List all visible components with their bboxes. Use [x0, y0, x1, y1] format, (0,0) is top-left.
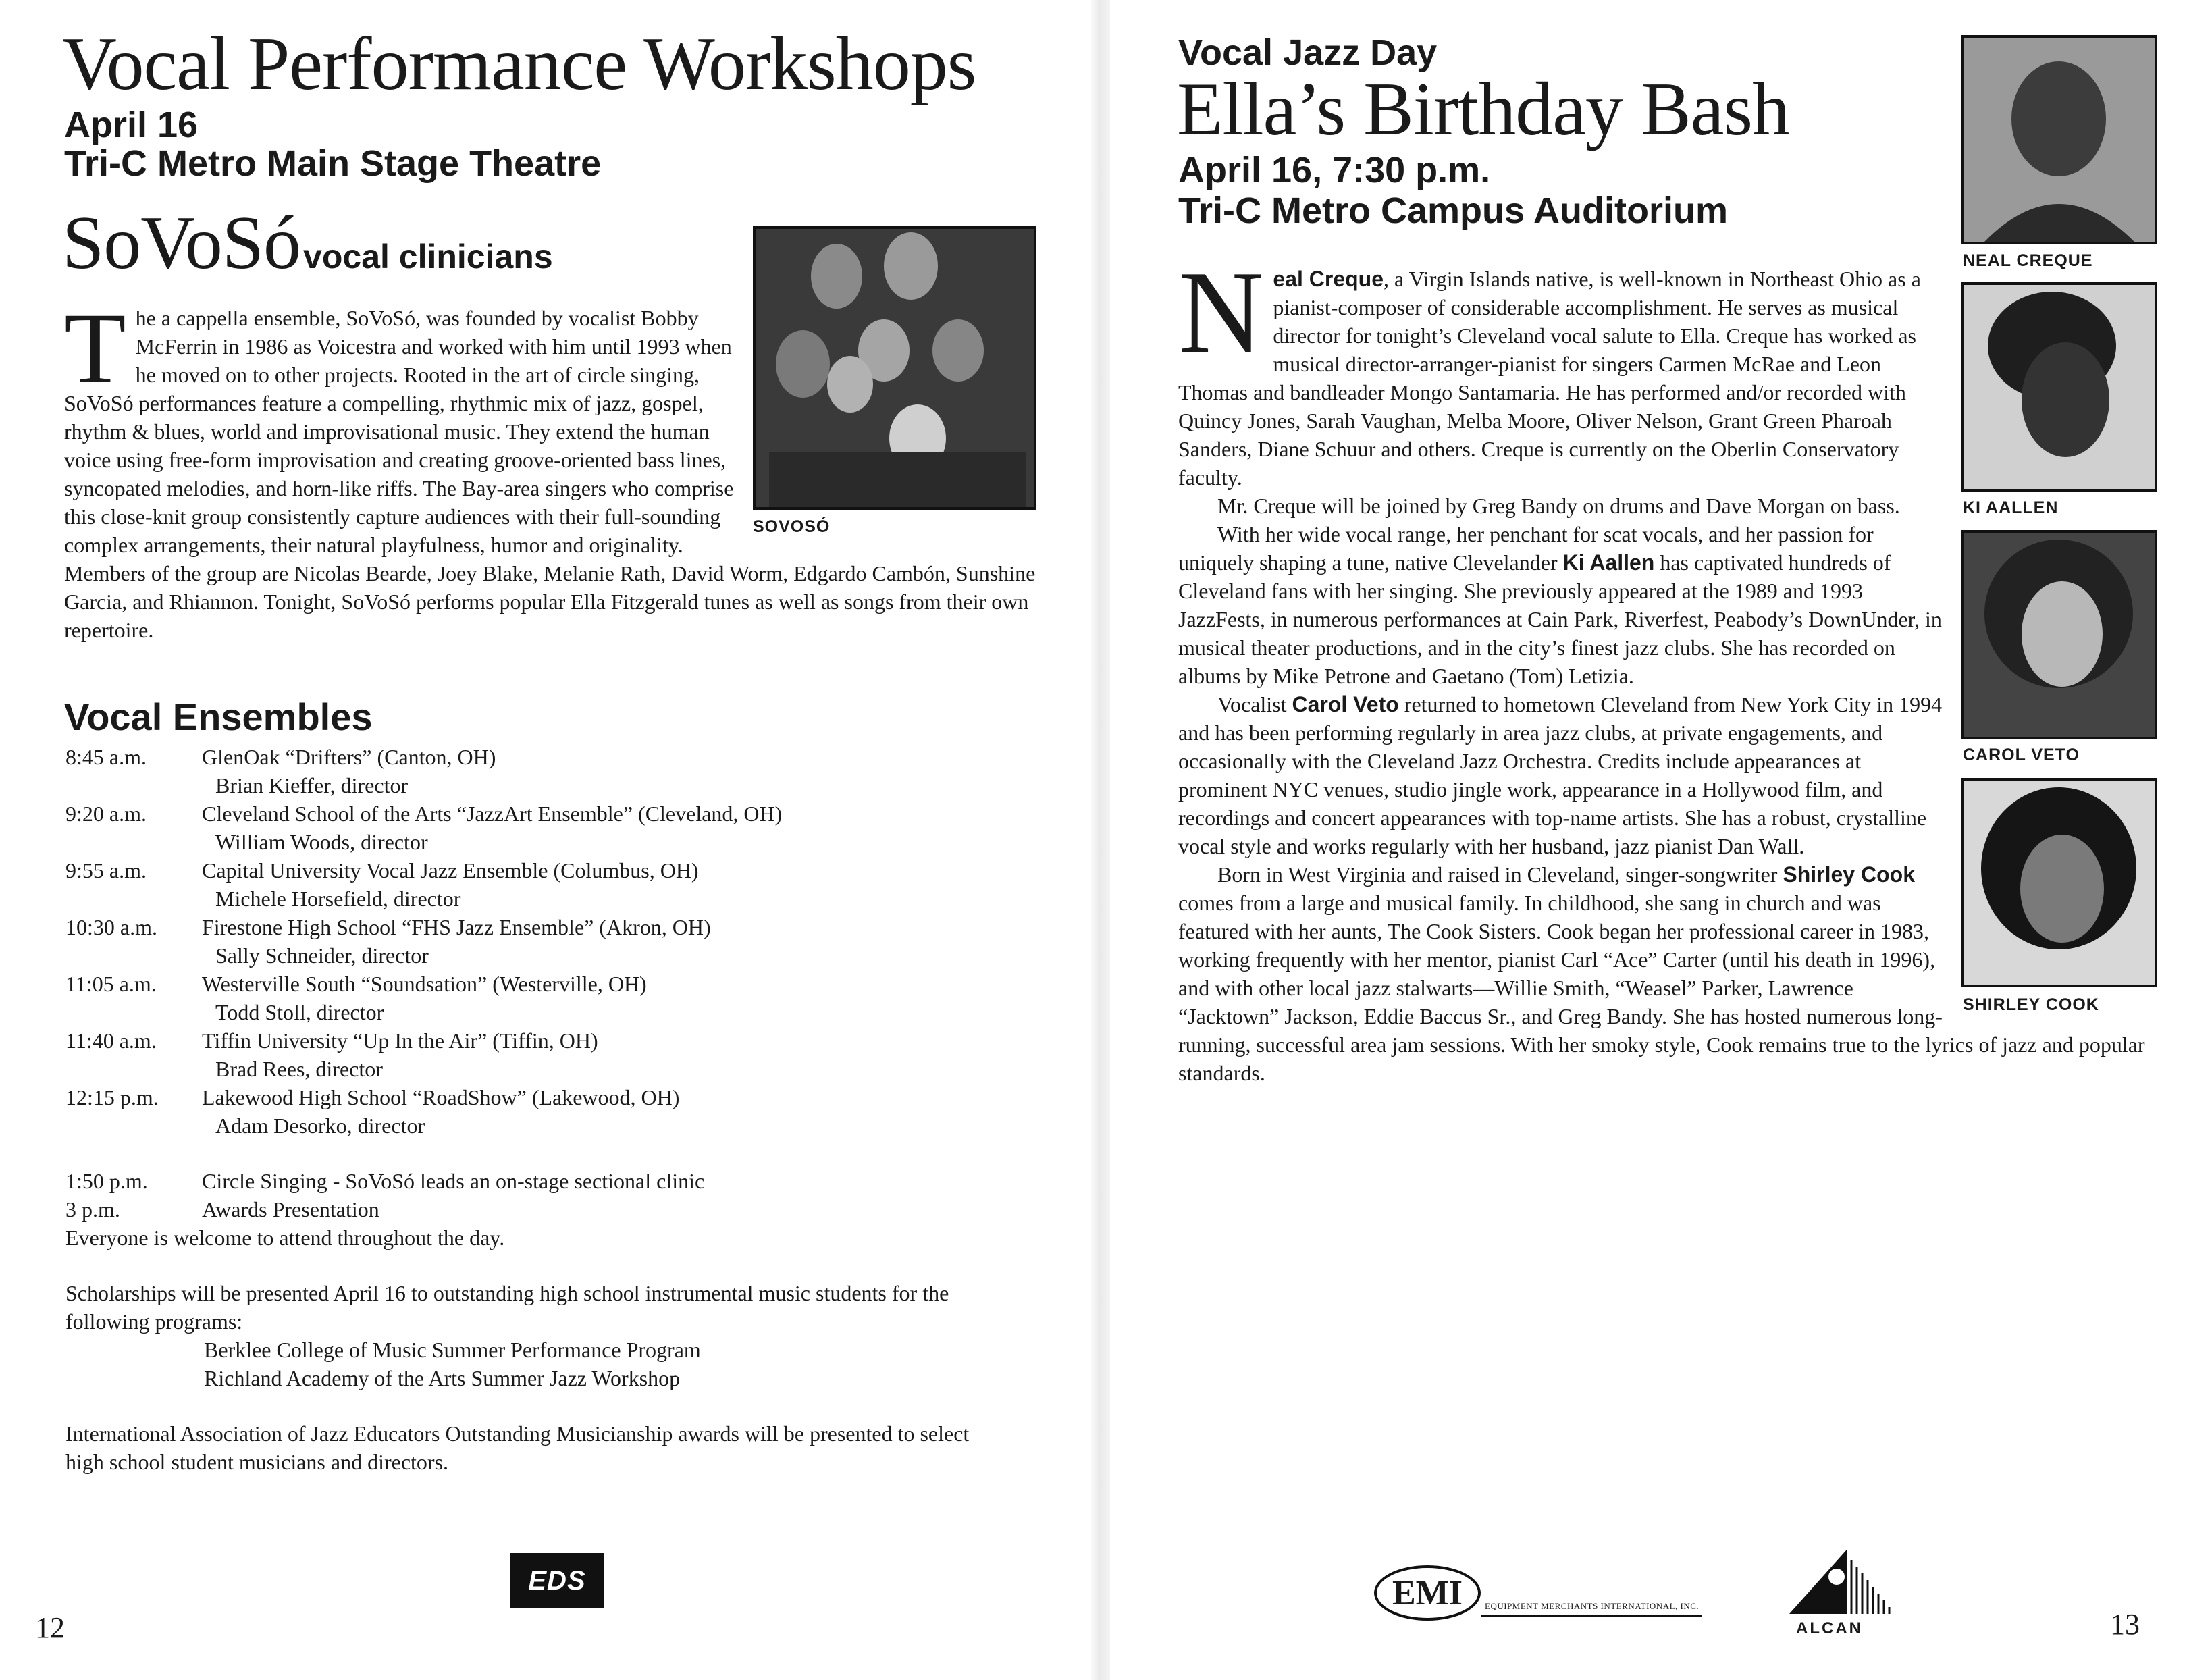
alcan-logo [1783, 1546, 1897, 1637]
dropcap: T [64, 292, 126, 404]
schedule-item [65, 743, 1045, 799]
page-number: 13 [2110, 1608, 2140, 1641]
event-title: Ella’s Birthday Bash [1177, 68, 1790, 151]
sovoso-subtitle: vocal clinicians [303, 238, 553, 275]
schedule-time: 1:50 p.m. [65, 1169, 148, 1193]
book-gutter [1091, 0, 1110, 1680]
sovoso-heading [62, 203, 553, 284]
paragraph-text: With her wide vocal range, her penchant for scat vocals, and her passion for uniquely shaping a tune, native Clevelander [1178, 522, 1874, 575]
schedule-time: 11:05 a.m. [65, 972, 157, 996]
schedule-time: 9:20 a.m. [65, 802, 147, 826]
program-item: Berklee College of Music Summer Performance Program [204, 1338, 701, 1362]
program-item: Richland Academy of the Arts Summer Jazz Workshop [204, 1366, 681, 1390]
sovoso-description [64, 292, 1036, 644]
schedule-event: Awards Presentation [202, 1197, 379, 1222]
schedule-event: GlenOak “Drifters” (Canton, OH) [202, 745, 496, 769]
article-body [1178, 246, 2174, 1087]
performer-name: eal Creque [1273, 267, 1384, 291]
paragraph-text: comes from a large and musical family. In childhood, she sang in church and was featured with her aunts, The Cook Sisters. Cook began her professional career in 1983, working frequently with her mentor, pianist Carl “Ace” Carter (until his death in 1996), and with other local jazz stalwarts—Willie Smith, “Weasel” Parker, Lawrence “Jacktown” Jackson, Eddie Baccus Sr., and Greg Bandy. She has hosted numerous long-running, successful area jam sessions. With her smoky style, Cook remains true to the lyrics of jazz and popular standards. [1178, 891, 2145, 1085]
eds-logo-text: EDS [528, 1565, 586, 1596]
performer-name: Shirley Cook [1783, 862, 1915, 887]
schedule-event: Circle Singing - SoVoSó leads an on-stage sectional clinic [202, 1169, 705, 1193]
portrait-icon [1964, 38, 2155, 242]
schedule-event: Tiffin University “Up In the Air” (Tiffin, OH) [202, 1028, 598, 1053]
paragraph-text: Vocalist [1217, 692, 1292, 716]
photo-caption: CAROL VETO [1963, 745, 2080, 764]
sovoso-body: he a cappella ensemble, SoVoSó, was founded by vocalist Bobby McFerrin in 1986 as Voicestra and worked with him until 1993 when he moved on to other projects. Rooted in the art of circle singing, SoVoSó performances feature a compelling, rhythmic mix of jazz, gospel, rhythm & blues, world and improvisational music. They extend the human voice using free-form improvisation and creating groove-oriented bass lines, syncopated melodies, and horn-like riffs. The Bay-area singers who comprise this close-knit group consistently capture audiences with their full-sounding complex arrangements, their natural playfulness, humor and originality. Members of the group are Nicolas Bearde, Joey Blake, Melanie Rath, David Worm, Edgardo Cambón, Sunshine Garcia, and Rhiannon. Tonight, SoVoSó performs popular Ella Fitzgerald tunes as well as songs from their own repertoire. [64, 306, 1036, 642]
emi-logo-text: EMI [1392, 1573, 1463, 1612]
welcome-note: Everyone is welcome to attend throughout the day. [65, 1226, 505, 1250]
event-venue: Tri-C Metro Campus Auditorium [1178, 190, 1729, 231]
emi-company-name: EQUIPMENT MERCHANTS INTERNATIONAL, INC. [1481, 1601, 1702, 1617]
dropcap: N [1178, 246, 1264, 377]
schedule-time: 10:30 a.m. [65, 915, 157, 939]
paragraph-text: Born in West Virginia and raised in Cleveland, singer-songwriter [1217, 862, 1783, 887]
schedule-director: Michele Horsefield, director [215, 887, 461, 911]
event-date: April 16 [64, 105, 199, 145]
performer-name: Ki Aallen [1562, 550, 1655, 575]
ensembles-heading: Vocal Ensembles [64, 695, 373, 738]
event-datetime: April 16, 7:30 p.m. [1178, 150, 1491, 190]
schedule-event: Westerville South “Soundsation” (Westerville, OH) [202, 972, 647, 996]
photo-caption: NEAL CREQUE [1963, 251, 2093, 270]
schedule-time: 9:55 a.m. [65, 858, 147, 883]
alcan-mark-icon [1783, 1546, 1897, 1621]
scholarships-intro: Scholarships will be presented April 16 to outstanding high school instrumental music students for the following programs: [65, 1281, 949, 1334]
schedule-item [65, 1195, 1045, 1224]
paragraph-text: has captivated hundreds of Cleveland fans with her singing. She previously appeared at the 1989 and 1993 JazzFests, in numerous performances at Cain Park, Riverfest, Peabody’s DownUnder, in musical theater productions, and in the city’s finest jazz clubs. She has recorded on albums by Mike Petrone and Gaetano (Tom) Letizia. [1178, 550, 1942, 688]
paragraph-band: Mr. Creque will be joined by Greg Bandy on drums and Dave Morgan on bass. [1217, 494, 1900, 518]
left-page [0, 0, 1088, 1680]
schedule-director: Brian Kieffer, director [215, 773, 409, 797]
iaje-awards-note: International Association of Jazz Educators Outstanding Musicianship awards will be presented to select high school student musicians and directors. [65, 1421, 970, 1474]
schedule-item [65, 1167, 1045, 1195]
schedule-time: 12:15 p.m. [65, 1085, 159, 1109]
schedule-director: Sally Schneider, director [215, 943, 429, 968]
right-page [1111, 0, 2187, 1680]
schedule-director: William Woods, director [215, 830, 428, 854]
schedule-time: 8:45 a.m. [65, 745, 147, 769]
schedule-time: 11:40 a.m. [65, 1028, 157, 1053]
schedule-event: Lakewood High School “RoadShow” (Lakewood, OH) [202, 1085, 680, 1109]
schedule-item [65, 970, 1045, 1026]
sovoso-name: SoVoSó [62, 201, 301, 285]
page-title: Vocal Performance Workshops [62, 22, 976, 106]
paragraph-text: returned to hometown Cleveland from New York City in 1994 and has been performing regularly in area jazz clubs, at private engagements, and occasionally with the Cleveland Jazz Orchestra. Credits include appearances at prominent NYC venues, studio jingle work, appearance in a Hollywood film, and recordings and concert appearances with top-name artists. She has a robust, crystalline vocal style and works regularly with her husband, jazz pianist Dan Wall. [1178, 692, 1943, 858]
emi-oval-icon [1374, 1565, 1481, 1621]
photo-caption: KI AALLEN [1963, 498, 2059, 517]
ensemble-schedule [65, 743, 1045, 1476]
emi-logo [1374, 1565, 1702, 1621]
schedule-item [65, 1026, 1045, 1083]
schedule-director: Brad Rees, director [215, 1057, 383, 1081]
schedule-time: 3 p.m. [65, 1197, 120, 1222]
page-number: 12 [35, 1611, 65, 1644]
schedule-item [65, 913, 1045, 970]
photo-caption: SOVOSÓ [753, 517, 831, 536]
performer-name: Carol Veto [1292, 692, 1399, 716]
schedule-item [65, 799, 1045, 856]
schedule-event: Cleveland School of the Arts “JazzArt Ensemble” (Cleveland, OH) [202, 802, 783, 826]
photo-caption: SHIRLEY COOK [1963, 995, 2099, 1014]
schedule-item [65, 1083, 1045, 1140]
alcan-logo-text: ALCAN [1796, 1619, 1863, 1637]
paragraph-text: , a Virgin Islands native, is well-known in Northeast Ohio as a pianist-composer of considerable accomplishment. He serves as musical director for tonight’s Cleveland vocal salute to Ella. Creque has worked as musical director-arranger-pianist for singers Carmen McRae and Leon Thomas and bandleader Mongo Santamaria. He has performed and/or recorded with Quincy Jones, Sarah Vaughan, Melba Moore, Oliver Nelson, Grant Green Pharoah Sanders, Diane Schuur and others. Creque is currently on the Oberlin Conservatory faculty. [1178, 267, 1921, 490]
schedule-director: Todd Stoll, director [215, 1000, 384, 1024]
schedule-event: Firestone High School “FHS Jazz Ensemble” (Akron, OH) [202, 915, 711, 939]
schedule-event: Capital University Vocal Jazz Ensemble (Columbus, OH) [202, 858, 699, 883]
neal-creque-photo [1961, 35, 2157, 244]
schedule-item [65, 856, 1045, 913]
eds-logo [510, 1553, 604, 1608]
venue: Tri-C Metro Main Stage Theatre [64, 143, 602, 184]
kicker: Vocal Jazz Day [1178, 32, 1438, 73]
schedule-director: Adam Desorko, director [215, 1113, 425, 1138]
